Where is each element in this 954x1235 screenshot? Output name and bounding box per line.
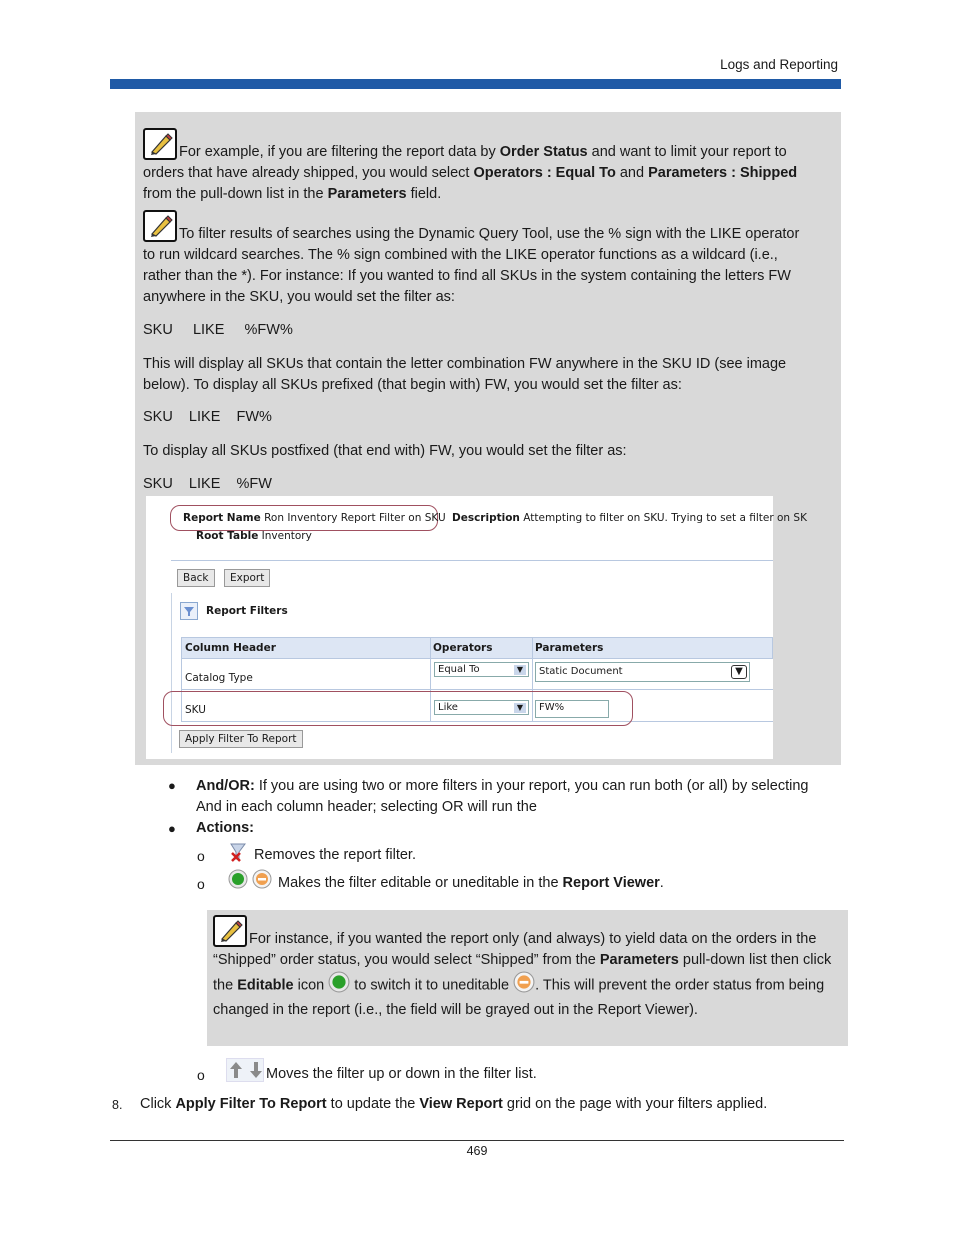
chevron-down-icon: ▼ [514, 703, 526, 713]
pencil-note-icon [143, 210, 177, 242]
note2-paragraph: For instance, if you wanted the report only (and always) to yield data on the orders in the “Shipped” order status, you would select “Shipped” from the Parameters pull-down list then click the Editable icon to switch it to uneditable . This will prevent the order status from being changed in the report (i.e., the field will be grayed out in the Report Viewer). [213, 915, 839, 1021]
sub-bullet-marker: o [197, 1067, 205, 1083]
editable-toggle-text: Makes the filter editable or uneditable in the Report Viewer. [278, 875, 664, 891]
move-filter-text: Moves the filter up or down in the filter list. [266, 1066, 537, 1082]
note-paragraph-3: This will display all SKUs that contain the letter combination FW anywhere in the SKU ID (see image below). To display all SKUs prefixed (that begin with) FW, you would set the filter as: [143, 356, 787, 393]
example-like-postfix: SKU LIKE %FW [143, 476, 272, 492]
catalog-type-operator-select[interactable]: Equal To ▼ [434, 662, 529, 677]
report-filters-title: Report Filters [206, 605, 288, 617]
export-button[interactable]: Export [224, 569, 270, 587]
note-paragraph-1: For example, if you are filtering the report data by Order Status and want to limit your report to orders that have already shipped, you would select Operators : Equal To and Parameters : Shipped from the pull-down list in the Parameters field. [143, 128, 803, 205]
note-box-2 [207, 910, 848, 1046]
description-value: Attempting to filter on SKU. Trying to set a filter on SK [523, 512, 807, 524]
note-paragraph-2: To filter results of searches using the Dynamic Query Tool, use the % sign with the LIKE operator to run wildcard searches. The % sign combined with the LIKE operator functions as a wildcard (i.e., rather than the *). For instance: If you wanted to find all SKUs in the system containing the letters FW anywhere in the SKU, you would set the filter as: [143, 210, 803, 308]
pencil-note-icon [143, 128, 177, 160]
sub-bullet-marker: o [197, 848, 205, 864]
apply-filter-to-report-button[interactable]: Apply Filter To Report [179, 730, 303, 748]
operators-heading: Operators [433, 642, 493, 654]
root-table-value: Inventory [261, 530, 312, 542]
row-catalog-type-column: Catalog Type [185, 672, 253, 684]
report-filters-icon [180, 602, 198, 620]
step-8-text: Click Apply Filter To Report to update the View Report grid on the page with your filters applied. [140, 1096, 768, 1112]
chevron-down-icon: ▼ [731, 665, 747, 679]
example-like-prefix: SKU LIKE FW% [143, 409, 272, 425]
report-name-label: Report Name [183, 512, 261, 524]
pencil-note-icon [213, 915, 247, 947]
uneditable-icon [252, 869, 272, 893]
sku-parameter-input[interactable]: FW% [535, 700, 609, 718]
header-bar [110, 79, 841, 89]
description-label: Description [452, 512, 520, 524]
page-number: 469 [466, 1144, 488, 1158]
sub-bullet-marker: o [197, 876, 205, 892]
root-table-label: Root Table [196, 530, 259, 542]
step-number: 8. [112, 1098, 123, 1112]
note-paragraph-4: To display all SKUs postfixed (that end with) FW, you would set the filter as: [143, 443, 627, 459]
example-like-contains: SKU LIKE %FW% [143, 322, 293, 338]
catalog-type-parameter-select[interactable]: Static Document ▼ [535, 662, 750, 682]
bullet-dot: ● [168, 821, 176, 836]
report-name-value: Ron Inventory Report Filter on SKU [264, 512, 446, 524]
column-header-heading: Column Header [185, 642, 276, 654]
actions-bullet: Actions: [196, 820, 254, 836]
running-header: Logs and Reporting [720, 57, 838, 72]
chevron-down-icon: ▼ [514, 665, 526, 675]
editable-icon [328, 971, 350, 1000]
row-sku-column: SKU [185, 704, 206, 716]
footer-divider [110, 1140, 844, 1141]
bullet-dot: ● [168, 778, 176, 793]
uneditable-icon [513, 971, 535, 1000]
editable-icon [228, 869, 248, 893]
remove-filter-text: Removes the report filter. [254, 847, 416, 863]
report-filter-screenshot [146, 496, 807, 759]
move-arrows-icon [226, 1058, 264, 1082]
andor-bullet: And/OR: If you are using two or more filters in your report, you can run both (or all) by selecting And in each column header; selecting OR will run the [196, 778, 809, 815]
sku-operator-select[interactable]: Like ▼ [434, 700, 529, 715]
parameters-heading: Parameters [535, 642, 604, 654]
back-button[interactable]: Back [177, 569, 215, 587]
remove-filter-icon [228, 841, 250, 867]
